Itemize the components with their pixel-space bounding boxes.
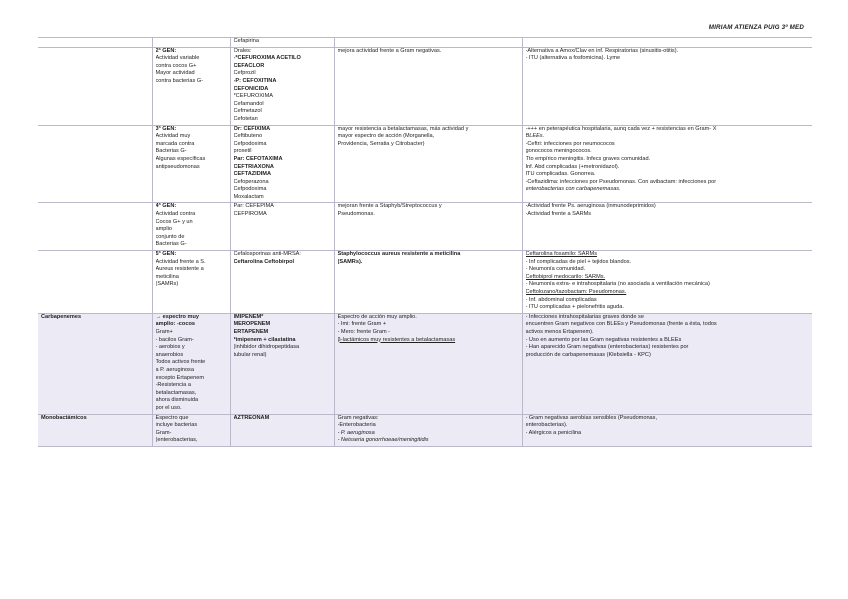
cell-line: Mayor actividad	[155, 70, 195, 77]
cell-line: 3ª GEN:	[155, 125, 177, 132]
cell-line: tubular renal)	[233, 351, 267, 358]
spectrum-cell	[334, 38, 522, 48]
drugs-cell	[230, 47, 334, 125]
drugs-cell	[230, 414, 334, 446]
cell-line: encuentren Gram negativos con BLEEs y Pseudomonas (frente a ésta, todos	[525, 321, 717, 328]
cell-line: - Infecciones intrahospitalarias graves donde se	[525, 313, 644, 320]
uses-cell	[522, 313, 812, 414]
antibiotics-table	[38, 37, 812, 447]
cell-line: Par: CEFEPIMA	[233, 203, 274, 210]
cell-line: (SAMRs).	[337, 258, 363, 265]
drugs-cell	[230, 203, 334, 251]
drugs-cell	[230, 125, 334, 203]
cell-line: → espectro muy	[155, 313, 200, 320]
cell-line: enterobacterias).	[525, 422, 568, 429]
cell-line: Espectro de acción muy amplio.	[337, 313, 417, 320]
cell-line: -Actividad frente Ps. aeruginosa (inmunodeprimidos)	[525, 203, 656, 210]
family-cell	[38, 47, 152, 125]
cell-line: (SAMRs)	[155, 281, 179, 288]
cell-line: - Neumonía extra- e intrahospitalaria (no asociada a ventilación mecánica)	[525, 281, 710, 288]
cell-line: anaerobios	[155, 351, 184, 358]
cell-line: proxetil	[233, 148, 252, 155]
cell-line: mejora actividad frente a Gram negativas.	[337, 47, 442, 54]
cell-line: CEFACLOR	[233, 62, 265, 69]
cell-line: -Resistencia a	[155, 382, 191, 389]
cell-line: - Neumonía comunidad.	[525, 266, 586, 273]
cell-line: - Inf complicadas de piel + tejidos blandos.	[525, 258, 632, 265]
cell-line: - Imi: frente Gram +	[337, 321, 387, 328]
cell-line: - Inf. abdominal complicadas	[525, 296, 597, 303]
gen-cell	[152, 203, 230, 251]
cell-line: CEFONICIDA	[233, 85, 269, 92]
drugs-cell	[230, 38, 334, 48]
cell-line: 5ª GEN:	[155, 251, 177, 258]
cell-line: *imipenem + cilastatina	[233, 336, 296, 343]
cell-line: Bacterias G-	[155, 148, 187, 155]
table-row	[38, 313, 812, 414]
cell-line: - Mero: frente Gram -	[337, 328, 391, 335]
cell-line: (enterobacterias,	[155, 437, 198, 444]
cell-line: Actividad contra	[155, 211, 196, 218]
family-cell	[38, 38, 152, 48]
cell-line: betalactamasas,	[155, 389, 197, 396]
cell-line: β-lactámicos muy resistentes a betalactamasas	[337, 336, 456, 343]
cell-line: CEFTRIAXONA	[233, 163, 274, 170]
cell-line: - ITU (alternativa a fosfomicina). Lyme	[525, 55, 621, 62]
cell-line: Par: CEFOTAXIMA	[233, 155, 283, 162]
cell-line: excepto Ertapenem	[155, 374, 205, 381]
cell-line: - Han aparecido Gram negativas (enterobacterias) resistentes por	[525, 344, 689, 351]
cell-line: Cefoperazona	[233, 178, 269, 185]
cell-line: marcada contra	[155, 140, 195, 147]
cell-line: mayor resistencia a betalactamasas, más actividad y	[337, 125, 469, 132]
cell-line: - ITU complicadas + pielonefritis aguda.	[525, 304, 624, 311]
spectrum-cell	[334, 47, 522, 125]
table-row	[38, 251, 812, 314]
cell-line: ERTAPENEM	[233, 328, 269, 335]
cell-line: Cocos G+ y un	[155, 218, 193, 225]
cell-line: CEFPIROMA	[233, 211, 267, 218]
gen-cell	[152, 414, 230, 446]
cell-line: -P: CEFOXITINA	[233, 77, 277, 84]
cell-line: -Ceftazidima: infecciones por Pseudomonas. Con avibactam: infecciones por	[525, 178, 717, 185]
cell-line: Ceftibuteno	[233, 133, 263, 140]
cell-line: Cefprozil	[233, 70, 256, 77]
cell-line: BLEEs.	[525, 133, 545, 140]
cell-line: - Gram negativas aerobias sensibles (Pseudomonas,	[525, 414, 658, 421]
uses-cell	[522, 125, 812, 203]
cell-line: Staphylococcus aureus resistente a meticilina	[337, 251, 461, 258]
uses-cell	[522, 203, 812, 251]
page-header: MIRIAM ATIENZA PUIG 3º MED	[708, 24, 804, 31]
cell-line: -Enterobacteria	[337, 422, 376, 429]
spectrum-cell	[334, 414, 522, 446]
cell-line: por el uso.	[155, 404, 182, 411]
cell-line: enterobacterias con carbapenemasas.	[525, 186, 621, 193]
cell-line: amplio	[155, 226, 172, 233]
spectrum-cell	[334, 313, 522, 414]
cell-line: *CEFUROXIMA	[233, 93, 273, 100]
cell-line: mayor espectro de acción (Morganella,	[337, 133, 435, 140]
cell-line: Orales:	[233, 47, 252, 54]
spectrum-cell	[334, 125, 522, 203]
cell-line: Ceftarolina Ceftobirpol	[233, 258, 295, 265]
family-cell	[38, 203, 152, 251]
uses-cell	[522, 38, 812, 48]
table-row	[38, 414, 812, 446]
cell-line: Actividad variable	[155, 55, 200, 62]
table-row	[38, 47, 812, 125]
drugs-cell	[230, 313, 334, 414]
cell-line: activos menos Ertapenem).	[525, 328, 594, 335]
spectrum-cell	[334, 251, 522, 314]
cell-line: Bacterias G-	[155, 241, 187, 248]
cell-line: -Actividad frente a SARMs	[525, 211, 592, 218]
cell-line: contra bacterias G-	[155, 77, 204, 84]
gen-cell	[152, 38, 230, 48]
family-cell: Carbapenemes	[38, 313, 152, 414]
cell-line: Pseudomonas.	[337, 211, 375, 218]
cell-line: Cefotetan	[233, 115, 258, 122]
gen-cell	[152, 125, 230, 203]
gen-cell	[152, 251, 230, 314]
table-row	[38, 38, 812, 48]
cell-line: Inf. Abd complicadas (+metronidazol).	[525, 163, 620, 170]
gen-cell	[152, 313, 230, 414]
cell-line: Ceftobiprol medocarilo: SARMs.	[525, 273, 606, 280]
cell-line: contra cocos G+	[155, 62, 197, 69]
cell-line: Cefpodoxima	[233, 140, 267, 147]
cell-line: IMIPENEM*	[233, 313, 264, 320]
cell-line: MEROPENEM	[233, 321, 271, 328]
cell-line: Aureus resistente a	[155, 266, 204, 273]
family-cell	[38, 251, 152, 314]
cell-line: Cefmetazol	[233, 108, 262, 115]
cell-line: CEFTAZIDIMA	[233, 171, 271, 178]
cell-line: Todos activos frente	[155, 359, 206, 366]
cell-line: AZTREONAM	[233, 414, 270, 421]
cell-line: 2ª GEN:	[155, 47, 177, 54]
table-row	[38, 125, 812, 203]
cell-line: Algunas específicas	[155, 155, 206, 162]
spectrum-cell	[334, 203, 522, 251]
cell-line: Tto empírico meningitis. Infecs graves comunidad.	[525, 155, 651, 162]
uses-cell	[522, 414, 812, 446]
cell-line: - Neisseria gonorrhoeae/meningitidis	[337, 437, 429, 444]
cell-line: Gram-	[155, 429, 172, 436]
family-cell: Monobactámicos	[38, 414, 152, 446]
cell-line: - Alérgicos a penicilina	[525, 429, 582, 436]
cell-line: (inhibidor dihidropeptidasa	[233, 344, 300, 351]
cell-line: Or: CEFIXIMA	[233, 125, 271, 132]
drugs-cell	[230, 251, 334, 314]
cell-line: ITU complicadas. Gonorrea.	[525, 171, 596, 178]
cell-line: Gram+	[155, 328, 173, 335]
cell-line: producción de carbapenemasas (Klebsiella - KPC)	[525, 351, 651, 358]
cell-line: Cefamandol	[233, 100, 264, 107]
cell-line: Actividad frente a S.	[155, 258, 206, 265]
cell-line: incluye bacterias	[155, 422, 198, 429]
family-cell	[38, 125, 152, 203]
cell-line: Cefalosporinas anti-MRSA:	[233, 251, 301, 258]
cell-line: Cefpodoxima	[233, 186, 267, 193]
cell-line: - P. aeruginosa	[337, 429, 375, 436]
cell-line: ahora disminuida	[155, 397, 199, 404]
cell-line: 4ª GEN:	[155, 203, 177, 210]
cell-line: Cefapirina	[233, 38, 259, 44]
uses-cell	[522, 47, 812, 125]
gen-cell	[152, 47, 230, 125]
uses-cell	[522, 251, 812, 314]
cell-line: -Alternativa a Amox/Clav en inf. Respiratorias (sinusitis-otitis).	[525, 47, 679, 54]
cell-line: gonococos meningococos.	[525, 148, 592, 155]
cell-line: Gram negativas:	[337, 414, 379, 421]
cell-line: Actividad muy	[155, 133, 191, 140]
cell-line: -*CEFUROXIMA ACETILO	[233, 55, 301, 62]
cell-line: mejoran frente a Staphyb/Streptococcus y	[337, 203, 442, 210]
cell-line: antipseudomonas	[155, 163, 200, 170]
cell-line: -+++ en peterapéutica hospitalaria, aunq cada vez + resistencias en Gram- X	[525, 125, 717, 132]
cell-line: Ceftarolina fosamilo: SARMs	[525, 251, 598, 258]
cell-line: Providencia, Serratia y Citrobacter)	[337, 140, 425, 147]
cell-line: conjunto de	[155, 233, 185, 240]
cell-line: meticilina	[155, 273, 179, 280]
cell-line: a P. aeruginosa	[155, 366, 194, 373]
cell-line: -Ceftri: infecciones por neumococos	[525, 140, 615, 147]
table-row	[38, 203, 812, 251]
cell-line: - bacilos Gram-	[155, 336, 194, 343]
cell-line: - Uso en aumento por las Gram negativas resistentes a BLEEs	[525, 336, 682, 343]
cell-line: - aerobios y	[155, 344, 185, 351]
cell-line: Espectro que	[155, 414, 189, 421]
cell-line: amplio: -cocos	[155, 321, 195, 328]
cell-line: Moxalactam	[233, 193, 264, 200]
cell-line: Ceftolozano/tazobactam: Pseudomonas.	[525, 289, 627, 295]
